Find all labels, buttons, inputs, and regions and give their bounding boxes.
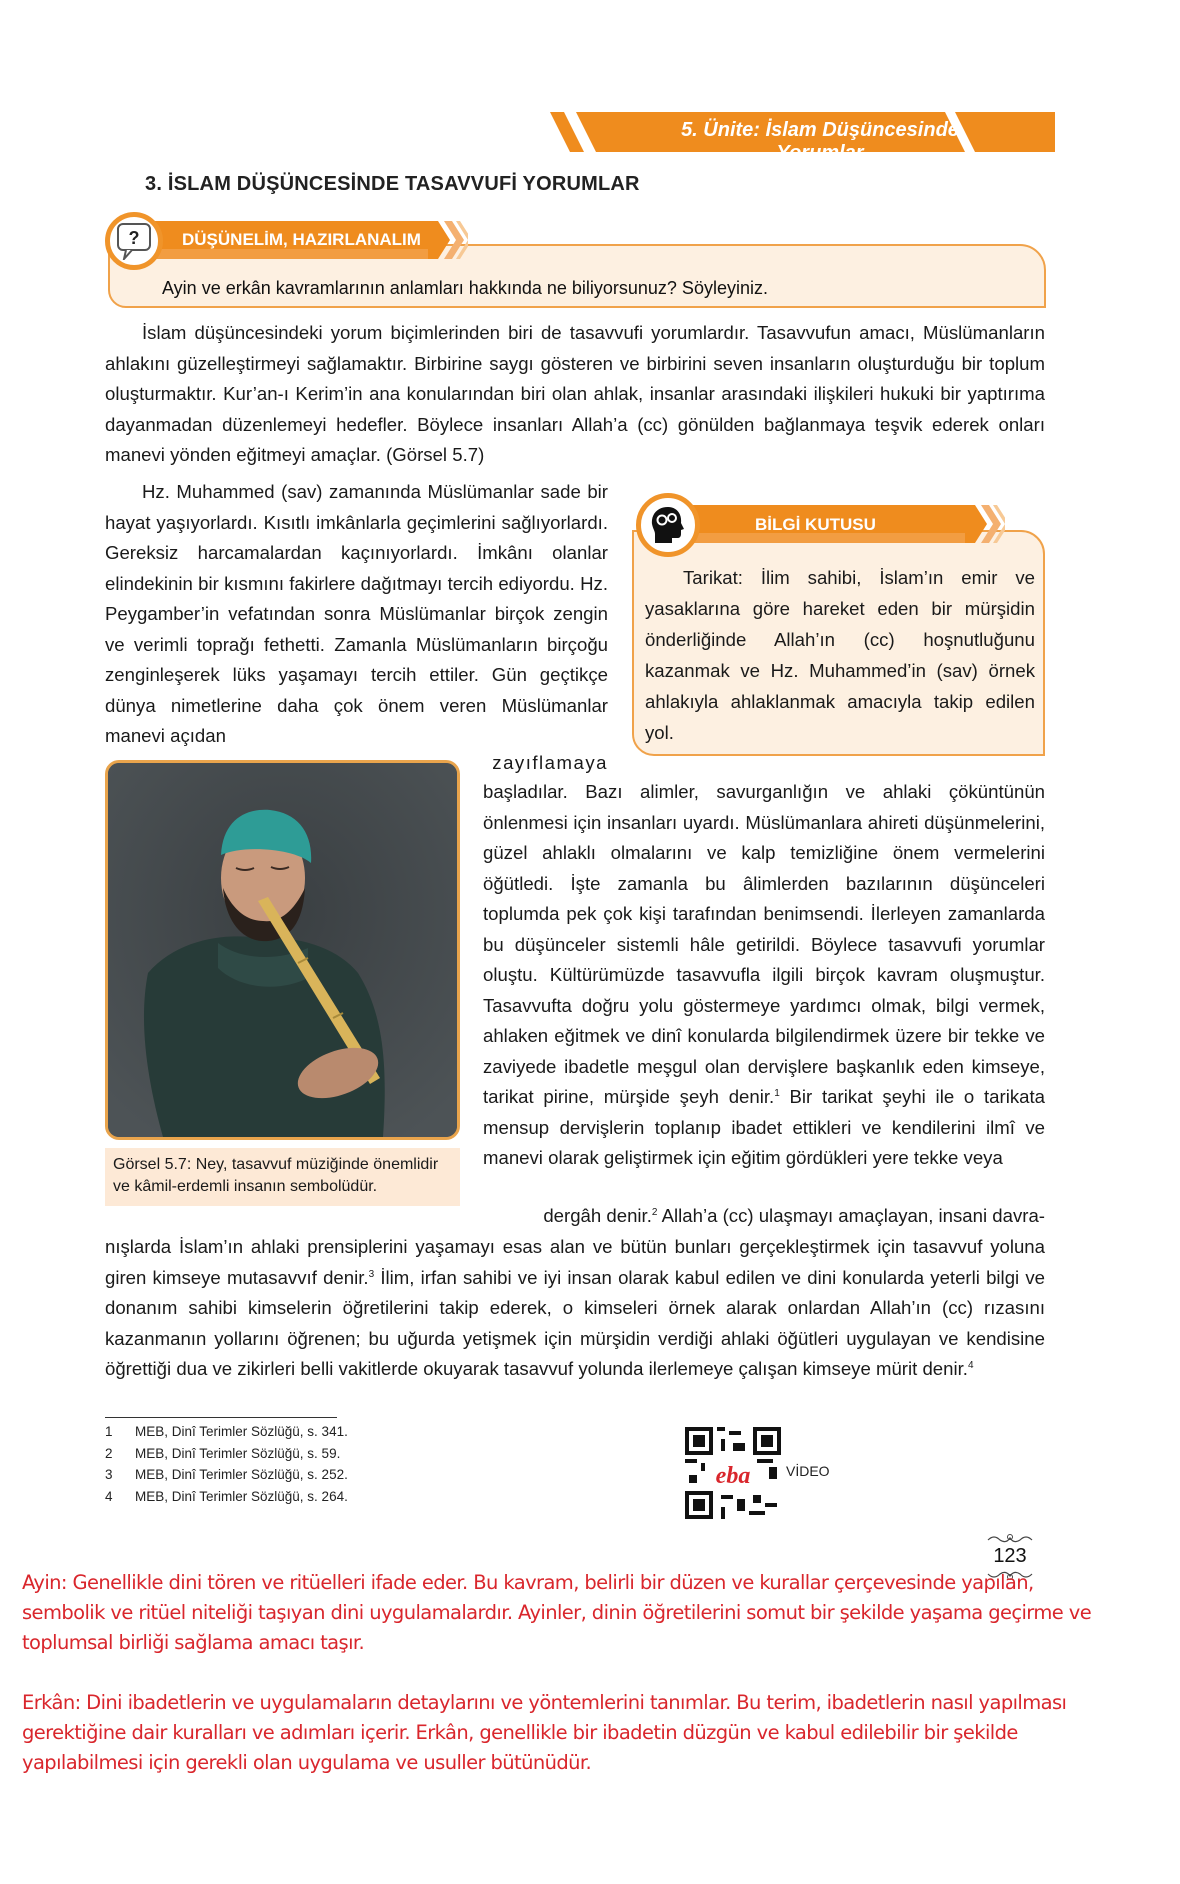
answer-notes [22, 1568, 1102, 1808]
info-box-title: BİLGİ KUTUSU [755, 515, 876, 534]
footnote-ref-2[interactable]: 2 [651, 1207, 658, 1218]
ney-player-image [108, 763, 457, 1137]
question-box-header [138, 221, 468, 259]
footnote-item: 2 MEB, Dinî Terimler Sözlüğü, s. 59. [105, 1445, 341, 1461]
footnote-item: 3 MEB, Dinî Terimler Sözlüğü, s. 252. [105, 1467, 348, 1482]
unit-title: 5. Ünite: İslam Düşüncesinde Yorumlar [681, 119, 959, 164]
unit-header-banner [550, 112, 1055, 164]
figure-photo [105, 760, 460, 1140]
svg-text:?: ? [128, 228, 140, 248]
page-number: 123 [980, 1532, 1040, 1582]
question-text: Ayin ve erkân kavramlarının anlamları hakkında ne biliyorsunuz? Söyleyiniz. [162, 278, 768, 298]
right-column-last-line: dergâh denir.$^2$ Allah’a (cc) ulaşmayı amaçlayan, insani davra- [543, 1205, 1045, 1226]
footnote-ref-4[interactable]: 4 [967, 1360, 974, 1371]
qr-code[interactable] [685, 1427, 781, 1519]
info-box-header [660, 505, 1005, 543]
question-box-title: DÜŞÜNELİM, HAZIRLANALIM [182, 230, 421, 249]
footnote-item: 1 MEB, Dinî Terimler Sözlüğü, s. 341. [105, 1424, 348, 1439]
footnote-item: 4 MEB, Dinî Terimler Sözlüğü, s. 264. [105, 1488, 348, 1504]
footnote-ref-1[interactable]: 1 [774, 1088, 780, 1099]
footnote-ref-3[interactable]: 3 [368, 1268, 375, 1280]
video-label[interactable]: VİDEO [786, 1463, 830, 1479]
qr-code-icon [685, 1427, 781, 1519]
footnote-divider [105, 1417, 337, 1418]
section-title: 3. İSLAM DÜŞÜNCESİNDE TASAVVUFİ YORUMLAR [145, 173, 640, 195]
answer-ayin: Ayin: Genellikle dini tören ve ritüelleri ifade eder. Bu kavram, belirli bir düzen ve kurallar çerçevesinde yapılan, sembolik ve ritüel niteliği taşıyan dini uygulamalardır. Ayinler, dinin öğretilerini somut bir şekilde yaşama geçirme ve toplumsal birliği sağlama amacı taşır. [22, 1571, 1092, 1654]
bottom-paragraph: nışlarda İslam’ın ahlaki prensiplerini yaşamayı esas alan ve bütün bunları gerçekleştirmek için tasavvuf yoluna giren kimseye mutasavvıf denir.$^3$ İlim, irfan sahibi ve iyi insan olarak kabul edilen ve dini konularda yeterli bilgi ve donanım sahibi kimselerin öğretilerini takip ederek, o kimseleri örnek alarak onlardan Allah’ın (cc) rızasını kazanmanın yollarını öğrenen; bu uğurda yetişmek için mürşidin verdiği ahlaki öğütleri uygulayan ve kendisine öğrettiği dua ve zikirleri belli vakitlerde okuyarak tasavvuf yolunda ilerlemeye çalışan kimseye mürit denir.$^4$ [105, 1236, 1046, 1379]
intro-paragraph: İslam düşüncesindeki yorum biçimlerinden biri de tasavvufi yorumlardır. Tasavvufun amacı, Müslümanların ahlakını güzelleştirmeyi sağlamaktır. Birbirine saygı gösteren ve birbirini seven insanların oluşturduğu bir toplum oluşturmaktır. Kur’an-ı Kerim’in ana konularından biri olan ahlak, insanlar arasındaki ilişkileri hukuki bir yaptırıma dayanmadan düzenlemeyi hedefler. Böylece insanları Allah’a (cc) gönülden bağlanmaya teşvik ederek onları manevi yönden eğitmeyi amaçlar. (Görsel 5.7) [105, 322, 1045, 465]
info-icon-circle [636, 493, 700, 557]
info-box-text: Tarikat: İlim sahibi, İslam’ın emir ve yasaklarına göre hareket eden bir mürşidin önderliğinde Allah’ın (cc) hoşnutluğunu kazanmak ve Hz. Muhammed’in (sav) örnek ahlakıyla ahlaklanmak amacıyla takip edilen yol. [645, 567, 1035, 743]
footnotes [105, 1421, 348, 1507]
head-gears-icon [646, 503, 690, 547]
svg-text:eba: eba [715, 1463, 751, 1489]
speech-bubble-question-icon [116, 222, 152, 260]
answer-erkan: Erkân: Dini ibadetlerin ve uygulamaların detaylarını ve yöntemlerini tanımlar. Bu terim, ibadetlerin nasıl yapılması gerektiğine dair kuralları ve adımları içerir. Erkân, genellikle bir ibadetin düzgün ve kabul edilebilir bir şekilde yapılabilmesi için gerekli olan uygulama ve usuller bütünüdür. [22, 1691, 1067, 1774]
continuation-word: zayıflamaya [492, 752, 608, 773]
right-column-paragraph: başladılar. Bazı alimler, savurganlığın ve ahlaki çöküntünün önlenmesi için insanları uyardı. Müslümanlara ahireti düşünmelerini, güzel ahlaklı olmalarını ve kalp temizliğine önem vermelerini öğütledi. İşte zamanla bu âlimlerden bazılarının düşünceleri toplumda pek çok kişi tarafından benimsendi. İlerleyen zamanlarda bu düşünceler sistemli hâle getirildi. Böylece tasavvufi yorumlar oluştu. Kültürümüzde tasavvufla ilgili birçok kavram oluşmuştur. Tasavvufta doğru yolu göstermeye yardımcı olmak, bilgi vermek, ahlaken eğitmek ve dinî konularda bilgilendirmek üzere bir tekke ve zaviyede ibadetle meşgul olan dervişlere başkanlık eden kimseye, tarikat pirine, mürşide şeyh denir.$^1$ Bir tarikat şeyhi ile o tarikata mensup dervişlerin toplanıp ibadet ettikleri ve kendilerini ilmî ve manevi olarak geliştirmek için eğitim gördükleri yere tekke veya [483, 781, 1045, 1168]
left-column-paragraph: Hz. Muhammed (sav) zamanında Müslümanlar sade bir hayat yaşıyorlardı. Kısıtlı imkânlarla geçimlerini sağlıyorlardı. Gereksiz harcamalardan kaçınıyorlardı. İmkânı olanlar elindekinin bir kısmını fakirlere dağıtmayı tercih ediyordu. Hz. Peygamber’in vefatından sonra Müslümanlar birçok zengin ve verimli toprağı fethetti. Zamanla Müslümanların birçoğu zenginleşerek lüks yaşamayı tercih ettiler. Gün geçtikçe dünya nimetlerine daha çok önem veren Müslümanlar manevi açıdan [105, 481, 608, 746]
question-icon-circle [105, 212, 163, 270]
figure-caption: Görsel 5.7: Ney, tasavvuf müziğinde önemlidir ve kâmil-erdemli insanın sembolüdür. [105, 1148, 460, 1206]
